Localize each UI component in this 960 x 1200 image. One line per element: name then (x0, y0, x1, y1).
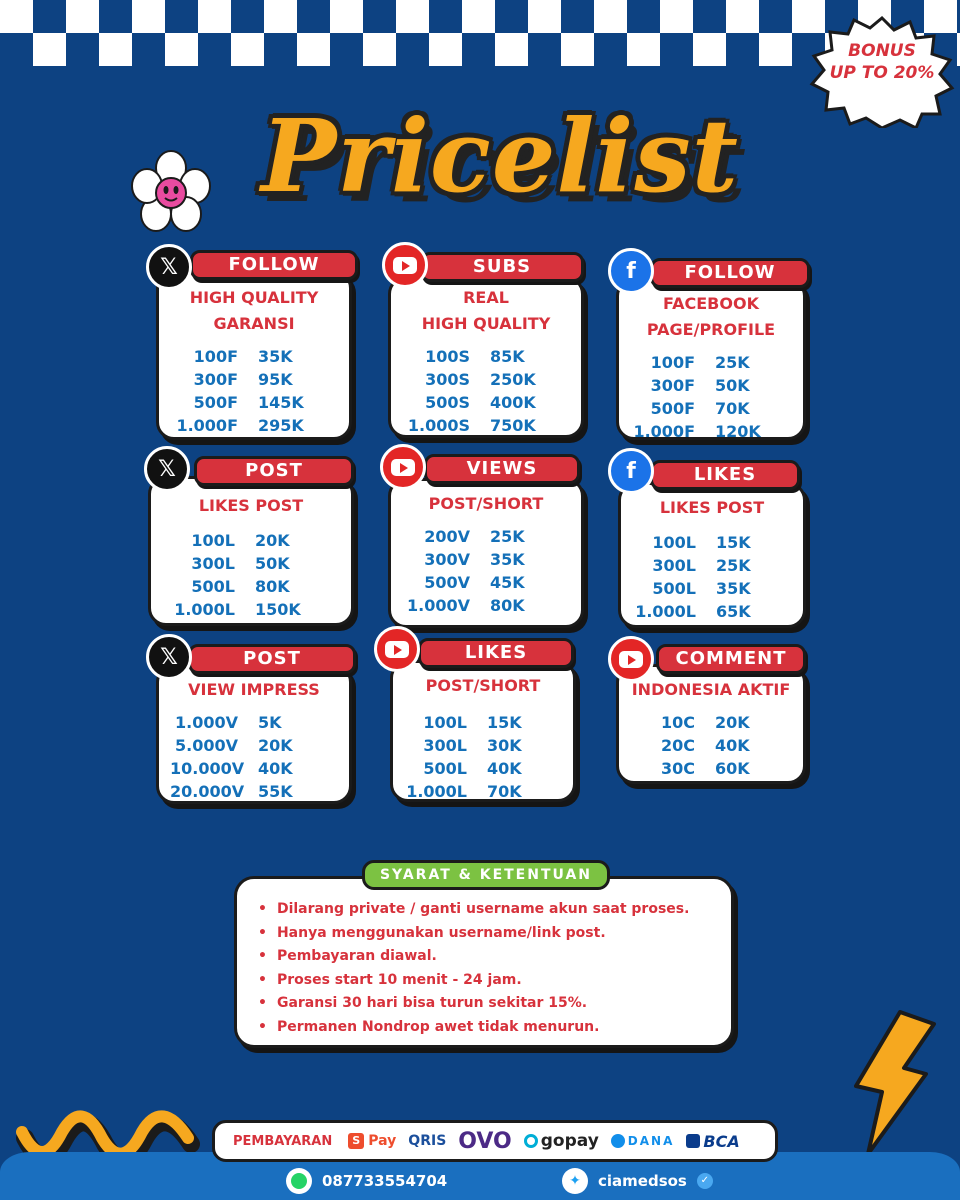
price-quantity: 300F (650, 376, 695, 395)
page-title: Pricelist (261, 97, 739, 215)
price-value: 80K (255, 577, 290, 596)
card-subtitle: HIGH QUALITY (421, 314, 551, 333)
price-row (393, 780, 573, 803)
price-row (391, 571, 581, 594)
price-card (616, 278, 806, 440)
price-quantity: 1.000F (633, 422, 695, 441)
price-row (391, 345, 581, 368)
price-value: 20K (715, 713, 750, 732)
x-icon: 𝕏 (146, 244, 192, 290)
terms-item: • Dilarang private / ganti username akun saat proses. (258, 898, 718, 922)
whatsapp-contact[interactable] (286, 1168, 447, 1194)
youtube-icon (608, 636, 654, 682)
price-row (159, 391, 349, 414)
price-quantity: 100F (650, 353, 695, 372)
price-quantity: 5.000V (175, 736, 238, 755)
price-quantity: 500L (191, 577, 235, 596)
payment-bar (212, 1120, 778, 1162)
price-row (159, 711, 349, 734)
bca-logo (686, 1132, 739, 1151)
card-tab-label: VIEWS (424, 454, 580, 484)
price-quantity: 100S (425, 347, 470, 366)
price-value: 25K (490, 527, 525, 546)
price-row (621, 600, 803, 623)
price-quantity: 500V (424, 573, 470, 592)
price-table (159, 345, 349, 437)
price-value: 30K (487, 736, 522, 755)
price-row (159, 368, 349, 391)
price-row (391, 391, 581, 414)
price-quantity: 300L (652, 556, 696, 575)
price-table (151, 529, 351, 621)
price-value: 750K (490, 416, 536, 435)
price-row (621, 531, 803, 554)
price-row (159, 345, 349, 368)
price-value: 55K (258, 782, 293, 801)
price-quantity: 300L (423, 736, 467, 755)
price-quantity: 500F (193, 393, 238, 412)
price-row (159, 780, 349, 803)
price-card (388, 478, 584, 628)
price-row (151, 598, 351, 621)
price-row (619, 420, 803, 443)
card-tab-label: COMMENT (656, 644, 806, 674)
whatsapp-number: 087733554704 (322, 1172, 448, 1190)
price-quantity: 500L (652, 579, 696, 598)
price-quantity: 100L (652, 533, 696, 552)
price-row (393, 711, 573, 734)
facebook-icon: f (608, 448, 654, 494)
price-value: 40K (715, 736, 750, 755)
card-subtitle: GARANSI (213, 314, 295, 333)
youtube-icon (382, 242, 428, 288)
card-tab-label: POST (188, 644, 356, 674)
price-quantity: 1.000L (406, 782, 467, 801)
card-subtitle: POST/SHORT (425, 676, 541, 695)
price-quantity: 500S (425, 393, 470, 412)
price-value: 295K (258, 416, 304, 435)
price-value: 25K (715, 353, 750, 372)
bonus-line-1: BONUS (848, 41, 916, 61)
price-value: 70K (487, 782, 522, 801)
twitter-bird-icon: ✦ (562, 1168, 588, 1194)
price-value: 50K (715, 376, 750, 395)
price-value: 15K (716, 533, 751, 552)
shopeepay-text: Pay (368, 1133, 397, 1149)
price-table (393, 711, 573, 803)
price-row (391, 594, 581, 617)
price-row (151, 552, 351, 575)
card-tab-label: LIKES (650, 460, 800, 490)
verified-badge-icon: ✓ (697, 1173, 713, 1189)
price-quantity: 500L (423, 759, 467, 778)
price-row (391, 368, 581, 391)
price-quantity: 1.000V (175, 713, 238, 732)
price-row (621, 554, 803, 577)
price-quantity: 20.000V (170, 782, 245, 801)
x-icon: 𝕏 (146, 634, 192, 680)
bonus-line-2: UP TO 20% (829, 63, 935, 83)
card-subtitle: LIKES POST (198, 496, 304, 515)
twitter-handle: ciamedsos (598, 1172, 687, 1190)
card-subtitle: INDONESIA AKTIF (631, 680, 791, 699)
card-subtitle: FACEBOOK (663, 294, 759, 313)
price-quantity: 1.000L (174, 600, 235, 619)
flower-icon (128, 150, 214, 236)
price-card (388, 276, 584, 438)
card-subtitle: VIEW IMPRESS (188, 680, 320, 699)
card-subtitle: POST/SHORT (428, 494, 544, 513)
price-value: 45K (490, 573, 525, 592)
price-row (619, 397, 803, 420)
terms-list (258, 898, 718, 1039)
price-row (391, 525, 581, 548)
gopay-logo (524, 1131, 599, 1151)
price-quantity: 100L (191, 531, 235, 550)
whatsapp-icon (286, 1168, 312, 1194)
price-quantity: 1.000V (407, 596, 470, 615)
price-table (391, 525, 581, 617)
terms-item: • Permanen Nondrop awet tidak menurun. (258, 1016, 718, 1040)
price-quantity: 1.000S (407, 416, 470, 435)
price-card (156, 270, 352, 440)
price-quantity: 300L (191, 554, 235, 573)
card-tab-label: SUBS (420, 252, 584, 282)
price-value: 145K (258, 393, 304, 412)
price-quantity: 300S (425, 370, 470, 389)
twitter-contact[interactable] (562, 1168, 713, 1194)
price-quantity: 10C (660, 713, 695, 732)
price-value: 35K (490, 550, 525, 569)
price-value: 150K (255, 600, 301, 619)
price-quantity: 30C (660, 759, 695, 778)
price-quantity: 1.000L (635, 602, 696, 621)
gopay-icon (524, 1134, 538, 1148)
price-quantity: 300V (424, 550, 470, 569)
ovo-logo: OVO (458, 1128, 512, 1154)
card-tab-label: FOLLOW (190, 250, 358, 280)
price-table (621, 531, 803, 623)
dana-text: DANA (627, 1134, 675, 1148)
price-value: 35K (258, 347, 293, 366)
terms-item: • Hanya menggunakan username/link post. (258, 922, 718, 946)
price-quantity: 200V (424, 527, 470, 546)
price-value: 20K (255, 531, 290, 550)
youtube-icon (380, 444, 426, 490)
price-row (619, 351, 803, 374)
price-value: 80K (490, 596, 525, 615)
price-value: 40K (487, 759, 522, 778)
price-row (159, 414, 349, 437)
price-value: 95K (258, 370, 293, 389)
price-row (619, 711, 803, 734)
qris-logo: QRIS (408, 1133, 447, 1149)
card-subtitle: REAL (463, 288, 509, 307)
price-card (618, 482, 806, 628)
facebook-icon: f (608, 248, 654, 294)
price-quantity: 500F (650, 399, 695, 418)
price-table (619, 711, 803, 780)
price-value: 35K (716, 579, 751, 598)
price-value: 65K (716, 602, 751, 621)
price-row (391, 414, 581, 437)
card-subtitle: HIGH QUALITY (189, 288, 319, 307)
price-row (159, 757, 349, 780)
price-quantity: 100F (193, 347, 238, 366)
shopee-bag-icon: S (348, 1133, 364, 1149)
price-quantity: 100L (423, 713, 467, 732)
terms-item: • Pembayaran diawal. (258, 945, 718, 969)
price-table (619, 351, 803, 443)
price-table (159, 711, 349, 803)
dana-icon (611, 1134, 625, 1148)
terms-item: • Garansi 30 hari bisa turun sekitar 15%. (258, 992, 718, 1016)
card-subtitle: PAGE/PROFILE (646, 320, 776, 339)
price-row (621, 577, 803, 600)
dana-logo (611, 1134, 675, 1148)
price-value: 85K (490, 347, 525, 366)
price-quantity: 10.000V (170, 759, 245, 778)
terms-item: • Proses start 10 menit - 24 jam. (258, 969, 718, 993)
price-row (393, 734, 573, 757)
lightning-bolt-icon (842, 1008, 942, 1158)
youtube-icon (374, 626, 420, 672)
bca-text: BCA (703, 1131, 740, 1151)
price-quantity: 300F (193, 370, 238, 389)
price-row (151, 575, 351, 598)
price-row (159, 734, 349, 757)
card-tab-label: POST (194, 456, 354, 486)
price-value: 20K (258, 736, 293, 755)
terms-title: SYARAT & KETENTUAN (362, 860, 610, 890)
price-row (619, 734, 803, 757)
x-icon: 𝕏 (144, 446, 190, 492)
gopay-text: gopay (540, 1131, 599, 1151)
price-value: 120K (715, 422, 761, 441)
price-value: 25K (716, 556, 751, 575)
price-quantity: 20C (660, 736, 695, 755)
price-card (156, 664, 352, 804)
card-tab-label: LIKES (418, 638, 574, 668)
price-quantity: 1.000F (176, 416, 238, 435)
price-value: 70K (715, 399, 750, 418)
price-value: 50K (255, 554, 290, 573)
bca-icon (686, 1134, 700, 1148)
payment-label: PEMBAYARAN (233, 1133, 333, 1149)
price-row (151, 529, 351, 552)
card-subtitle: LIKES POST (659, 498, 765, 517)
price-row (619, 374, 803, 397)
price-row (393, 757, 573, 780)
price-value: 400K (490, 393, 536, 412)
price-row (619, 757, 803, 780)
price-table (391, 345, 581, 437)
shopeepay-logo (348, 1133, 396, 1149)
price-row (391, 548, 581, 571)
price-value: 5K (258, 713, 282, 732)
price-value: 40K (258, 759, 293, 778)
card-tab-label: FOLLOW (650, 258, 810, 288)
price-card (616, 664, 806, 784)
bonus-label (808, 40, 956, 84)
price-card (390, 660, 576, 802)
price-value: 15K (487, 713, 522, 732)
price-value: 250K (490, 370, 536, 389)
price-value: 60K (715, 759, 750, 778)
price-card (148, 476, 354, 626)
